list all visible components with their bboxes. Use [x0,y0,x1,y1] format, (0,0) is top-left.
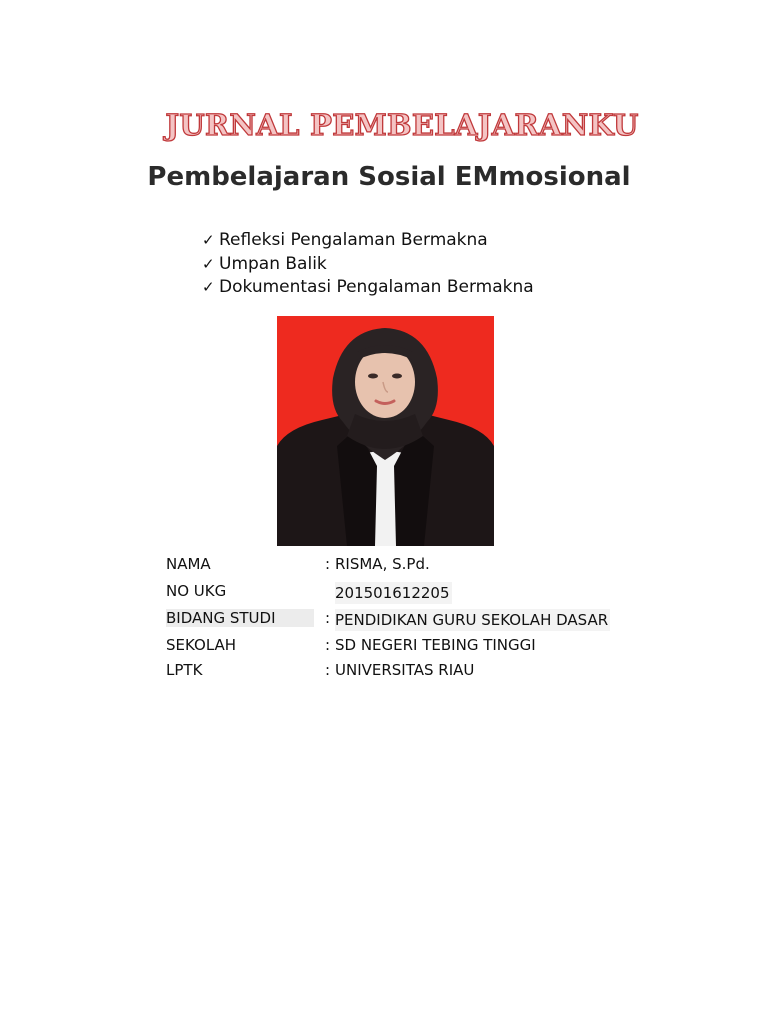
checklist-item [202,253,534,277]
checklist-item-label: Refleksi Pengalaman Bermakna [219,230,488,250]
info-label: SEKOLAH [166,636,237,654]
checklist-item [202,276,534,300]
info-value: RISMA, S.Pd. [335,555,430,573]
checklist [202,229,534,300]
document-subtitle: Pembelajaran Sosial EMmosional [147,162,631,192]
info-label: NAMA [166,555,211,573]
info-row-bidang-studi [166,607,616,629]
checklist-item [202,229,534,253]
info-separator: : [325,636,331,654]
info-label: LPTK [166,661,203,679]
info-separator: : [325,661,331,679]
info-label: NO UKG [166,582,227,600]
portrait-image [277,316,494,546]
info-row-sekolah [166,634,616,656]
check-icon: ✓ [202,254,215,273]
check-icon: ✓ [202,278,215,296]
check-icon: ✓ [202,231,215,249]
info-row-nama [166,553,616,575]
info-separator: : [325,555,331,573]
info-value: SD NEGERI TEBING TINGGI [335,636,536,654]
info-separator: : [325,609,331,627]
info-value: PENDIDIKAN GURU SEKOLAH DASAR [335,611,609,629]
document-title: JURNAL PEMBELAJARANKU [165,108,639,142]
checklist-item-label: Dokumentasi Pengalaman Bermakna [219,277,534,297]
info-row-lptk [166,659,616,681]
info-value: 201501612205 [335,584,450,602]
info-label: BIDANG STUDI [166,609,314,627]
checklist-item-label: Umpan Balik [219,253,327,274]
info-row-no-ukg [166,580,616,602]
info-value: UNIVERSITAS RIAU [335,661,475,679]
profile-photo [277,316,494,546]
